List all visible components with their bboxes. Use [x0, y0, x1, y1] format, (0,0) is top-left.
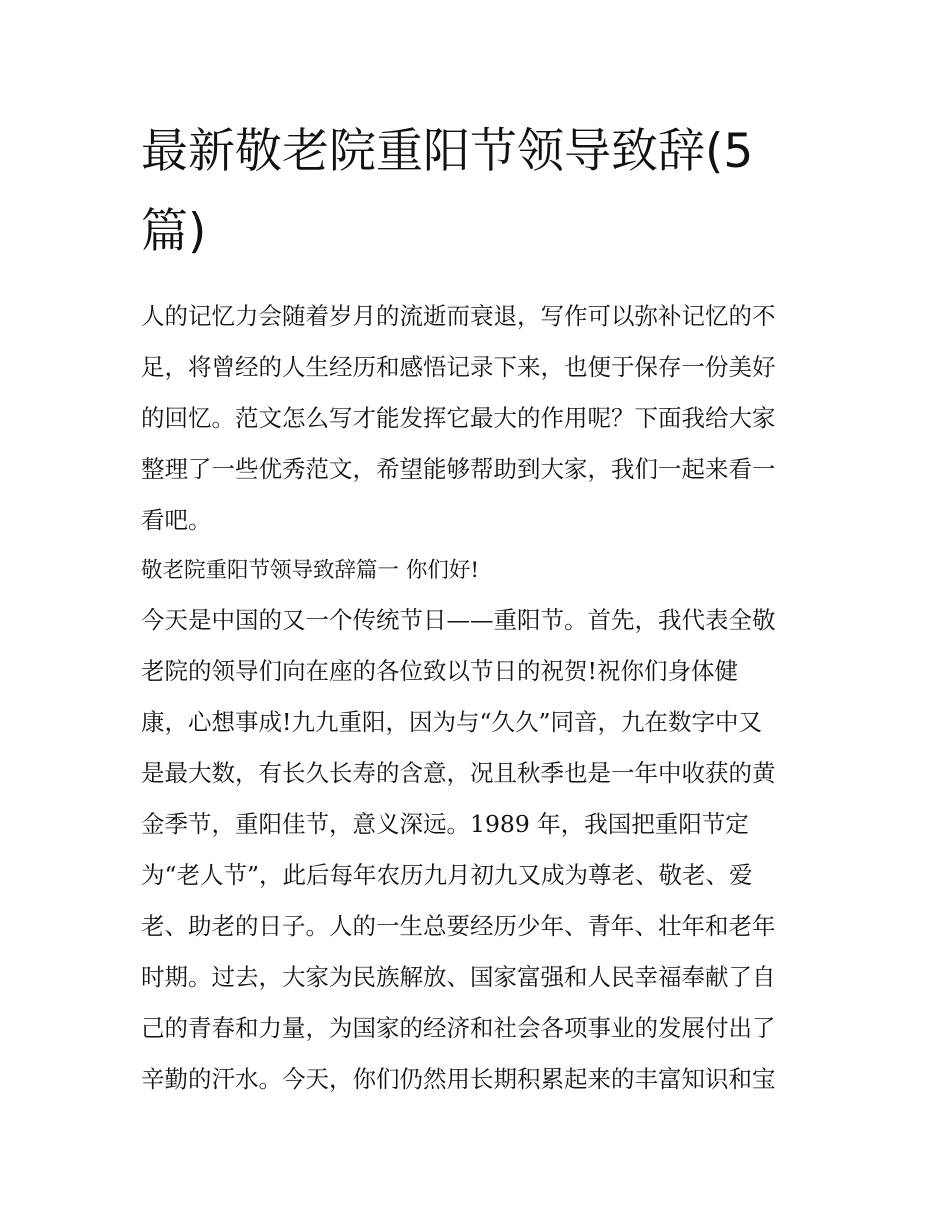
speech-line: 金季节，重阳佳节，意义深远。1989 年，我国把重阳节定: [141, 810, 749, 838]
speech-line: 辛勤的汗水。今天，你们仍然用长期积累起来的丰富知识和宝: [141, 1065, 776, 1093]
speech-line: 老院的领导们向在座的各位致以节日的祝贺!祝你们身体健: [141, 657, 738, 685]
speech-line: 是最大数，有长久长寿的含意，况且秋季也是一年中收获的黄: [141, 759, 776, 787]
intro-paragraph: [141, 291, 813, 546]
document-title: [141, 112, 813, 272]
intro-line: 看吧。: [141, 506, 212, 534]
speech-line: 老、助老的日子。人的一生总要经历少年、青年、壮年和老年: [141, 912, 776, 940]
intro-line: 的回忆。范文怎么写才能发挥它最大的作用呢？下面我给大家: [141, 404, 776, 432]
document-page: [141, 112, 813, 1105]
speech-line: 今天是中国的又一个传统节日——重阳节。首先，我代表全敬: [141, 606, 776, 634]
intro-line: 足，将曾经的人生经历和感悟记录下来，也便于保存一份美好: [141, 353, 776, 381]
speech-line: 己的青春和力量，为国家的经济和社会各项事业的发展付出了: [141, 1014, 776, 1042]
speech-line: 时期。过去，大家为民族解放、国家富强和人民幸福奉献了自: [141, 963, 776, 991]
speech-line: 为“老人节”，此后每年农历九月初九又成为尊老、敬老、爱: [141, 861, 753, 889]
section-heading: 敬老院重阳节领导致辞篇一 你们好!: [141, 558, 479, 583]
title-line: 篇): [141, 204, 207, 259]
title-line: 最新敬老院重阳节领导致辞(5: [141, 124, 754, 179]
intro-line: 人的记忆力会随着岁月的流逝而衰退，写作可以弥补记忆的不: [141, 302, 776, 330]
intro-line: 整理了一些优秀范文，希望能够帮助到大家，我们一起来看一: [141, 455, 776, 483]
document-body: [141, 291, 813, 1105]
speech-paragraph: [141, 595, 813, 1105]
speech-line: 康，心想事成!九九重阳，因为与“久久”同音，九在数字中又: [141, 708, 762, 736]
